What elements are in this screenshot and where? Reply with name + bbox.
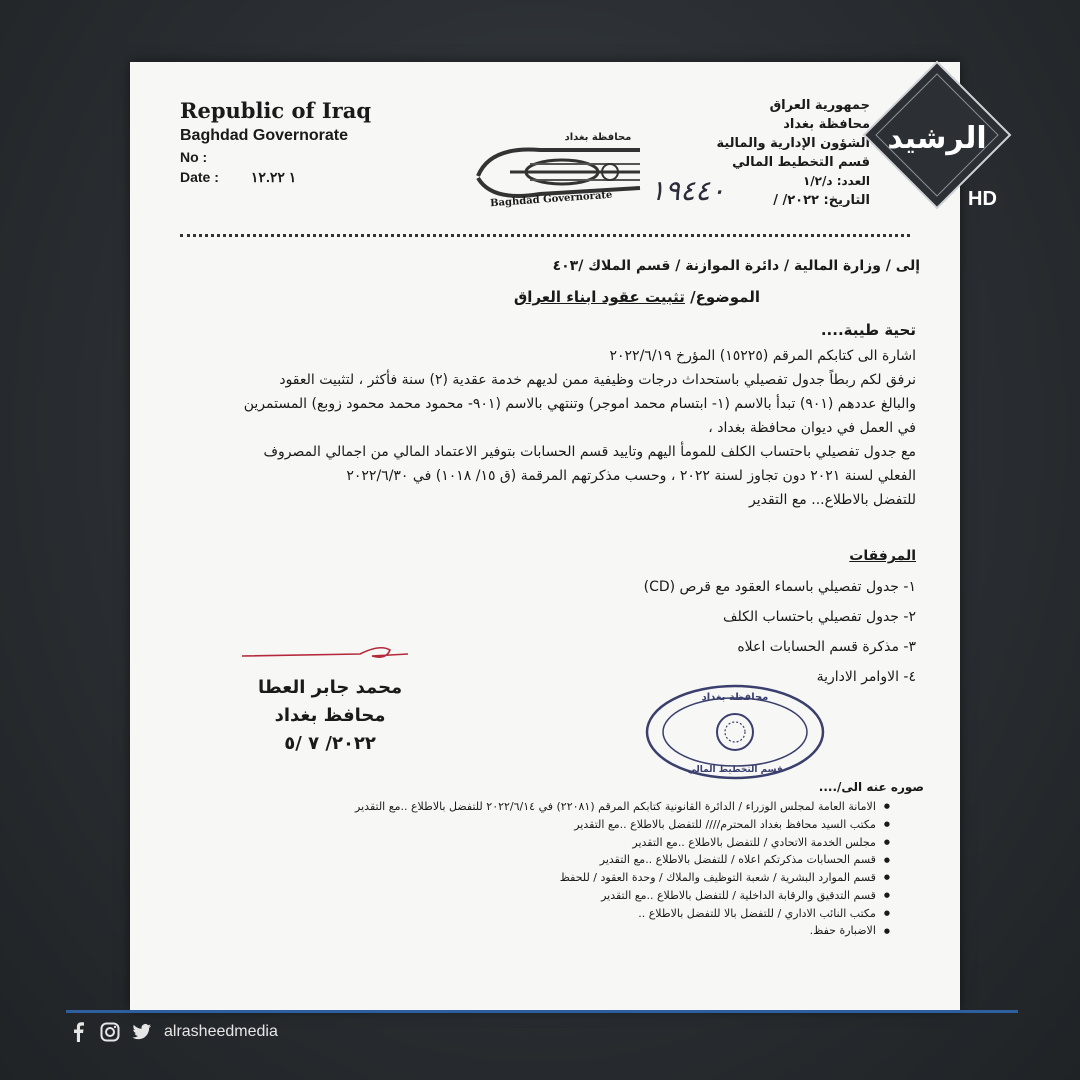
header-divider <box>180 234 910 237</box>
footer-rule <box>66 1010 1018 1013</box>
attachment-item: ٤- الاوامر الادارية <box>816 669 916 685</box>
facebook-icon[interactable] <box>68 1022 88 1042</box>
copy-recipient: ● مكتب النائب الاداري / للتفضل بالا للتفضل بالاطلاع .. <box>355 905 890 923</box>
attachment-item: ٢- جدول تفصيلي باحتساب الكلف <box>723 609 916 625</box>
twitter-icon[interactable] <box>132 1022 152 1042</box>
copy-recipient: ● قسم الحسابات مذكرتكم اعلاه / للتفضل بالاطلاع ..مع التقدير <box>355 851 890 869</box>
copy-recipient: ● الامانة العامة لمجلس الوزراء / الدائرة القانونية كتابكم المرقم (٢٢٠٨١) في ٢٠٢٢/٦/١٤ للتفضل بالاطلاع ..مع التقدير <box>355 798 890 816</box>
date-value-en: ١ ١٢.٢٢ <box>250 169 297 185</box>
letterhead-date-value: ٢٠٢٢/ / <box>773 193 819 208</box>
subject-line <box>514 288 760 306</box>
letterhead-date-label: التاريخ: <box>823 193 870 208</box>
channel-logo-text: الرشيد <box>887 121 987 156</box>
social-footer <box>68 1022 278 1042</box>
number-row-en <box>180 149 371 165</box>
attachments-list <box>644 572 916 692</box>
arabic-letterhead <box>716 96 870 210</box>
letterhead-line-republic: جمهورية العراق <box>769 98 870 113</box>
english-letterhead <box>180 98 371 186</box>
copy-recipient: ● قسم التدقيق والرقابة الداخلية / للتفضل بالاطلاع ..مع التقدير <box>355 887 890 905</box>
signatory-block <box>258 674 402 758</box>
hd-badge: HD <box>968 188 997 210</box>
body-paragraph: مع جدول تفصيلي باحتساب الكلف للمومأ اليهم وتاييد قسم الحسابات بتوفير الاعتماد المالي من اجمالي المصروف <box>263 444 916 460</box>
attachment-item: ١- جدول تفصيلي باسماء العقود مع قرص (CD) <box>643 579 916 595</box>
recipient-line: إلى / وزارة المالية / دائرة الموازنة / قسم الملاك /٤٠٣ <box>552 258 920 274</box>
department-seal <box>642 682 828 782</box>
attachments-title: المرفقات <box>849 548 916 564</box>
seal-bottom-top-text: محافظة بغداد <box>701 692 769 703</box>
letterhead-date-row <box>716 191 870 210</box>
copy-recipient: ● الاضبارة حفظ. <box>355 922 890 940</box>
seal-top-english-label: Baghdad Governorate <box>489 189 613 210</box>
letterhead-title-en: Republic of Iraq <box>180 98 372 123</box>
copies-title: صوره عنه الى/.... <box>818 780 924 794</box>
body-paragraph: نرفق لكم ربطاً جدول تفصيلي باستحداث درجات وظيفية ممن لديهم خدمة عقدية (٢) سنة فأكثر ، لتثبيت العقود <box>279 372 916 388</box>
seal-bottom-bottom-text: قسم التخطيط المالي <box>687 765 783 775</box>
signatory-date: ٢٠٢٢/ ٧ /٥ <box>284 733 376 754</box>
letterhead-number: العدد: د/١/٢ <box>802 174 870 188</box>
copies-list <box>355 798 890 940</box>
body-paragraph: والبالغ عددهم (٩٠١) تبدأ بالاسم (١- ابتسام محمد اموجر) وتنتهي بالاسم (٩٠١- محمود محمد محمود زوبع) المستمرين <box>243 396 916 412</box>
instagram-icon[interactable] <box>100 1022 120 1042</box>
handwritten-reference-number: ١٩٤٤٠ <box>650 174 726 207</box>
subject-text: تثبيت عقود ابناء العراق <box>513 288 685 306</box>
attachment-item: ٣- مذكرة قسم الحسابات اعلاه <box>737 639 916 655</box>
date-label-en: Date : <box>180 169 219 185</box>
seal-top-arabic: محافظة بغداد <box>564 132 632 143</box>
handwritten-signature <box>240 640 410 670</box>
body-paragraph: اشارة الى كتابكم المرقم (١٥٢٢٥) المؤرخ ٢٠٢٢/٦/١٩ <box>609 348 916 364</box>
letterhead-line-admin: الشؤون الإدارية والمالية <box>716 136 870 151</box>
signatory-name: محمد جابر العطا <box>258 677 403 698</box>
greeting: تحية طيبة.... <box>820 321 916 339</box>
letterhead-line-dept: قسم التخطيط المالي <box>732 155 870 170</box>
body-paragraph: للتفضل بالاطلاع... مع التقدير <box>748 492 916 508</box>
document-page <box>130 62 960 1010</box>
subject-label: الموضوع/ <box>690 288 760 306</box>
body-paragraph: الفعلي لسنة ٢٠٢١ دون تجاوز لسنة ٢٠٢٢ ، وحسب مذكرتهم المرقمة (ق ١٥/ ١٠١٨) في ٢٠٢٢/٦/٣٠ <box>346 468 916 484</box>
letter-body <box>170 318 916 512</box>
number-label-en: No : <box>180 149 208 165</box>
letterhead-line-governorate: محافظة بغداد <box>783 117 870 132</box>
copy-recipient: ● قسم الموارد البشرية / شعبة التوظيف والملاك / وحدة العقود / للحفظ <box>355 869 890 887</box>
body-paragraph: في العمل في ديوان محافظة بغداد ، <box>708 420 916 436</box>
copy-recipient: ● مجلس الخدمة الاتحادي / للتفضل بالاطلاع ..مع التقدير <box>355 834 890 852</box>
date-row-en <box>180 169 371 186</box>
social-handle: alrasheedmedia <box>164 1023 278 1040</box>
signatory-title: محافظ بغداد <box>274 705 386 726</box>
letterhead-subtitle-en: Baghdad Governorate <box>180 127 349 144</box>
copy-recipient: ● مكتب السيد محافظ بغداد المحترم//// للتفضل بالاطلاع ..مع التقدير <box>355 816 890 834</box>
